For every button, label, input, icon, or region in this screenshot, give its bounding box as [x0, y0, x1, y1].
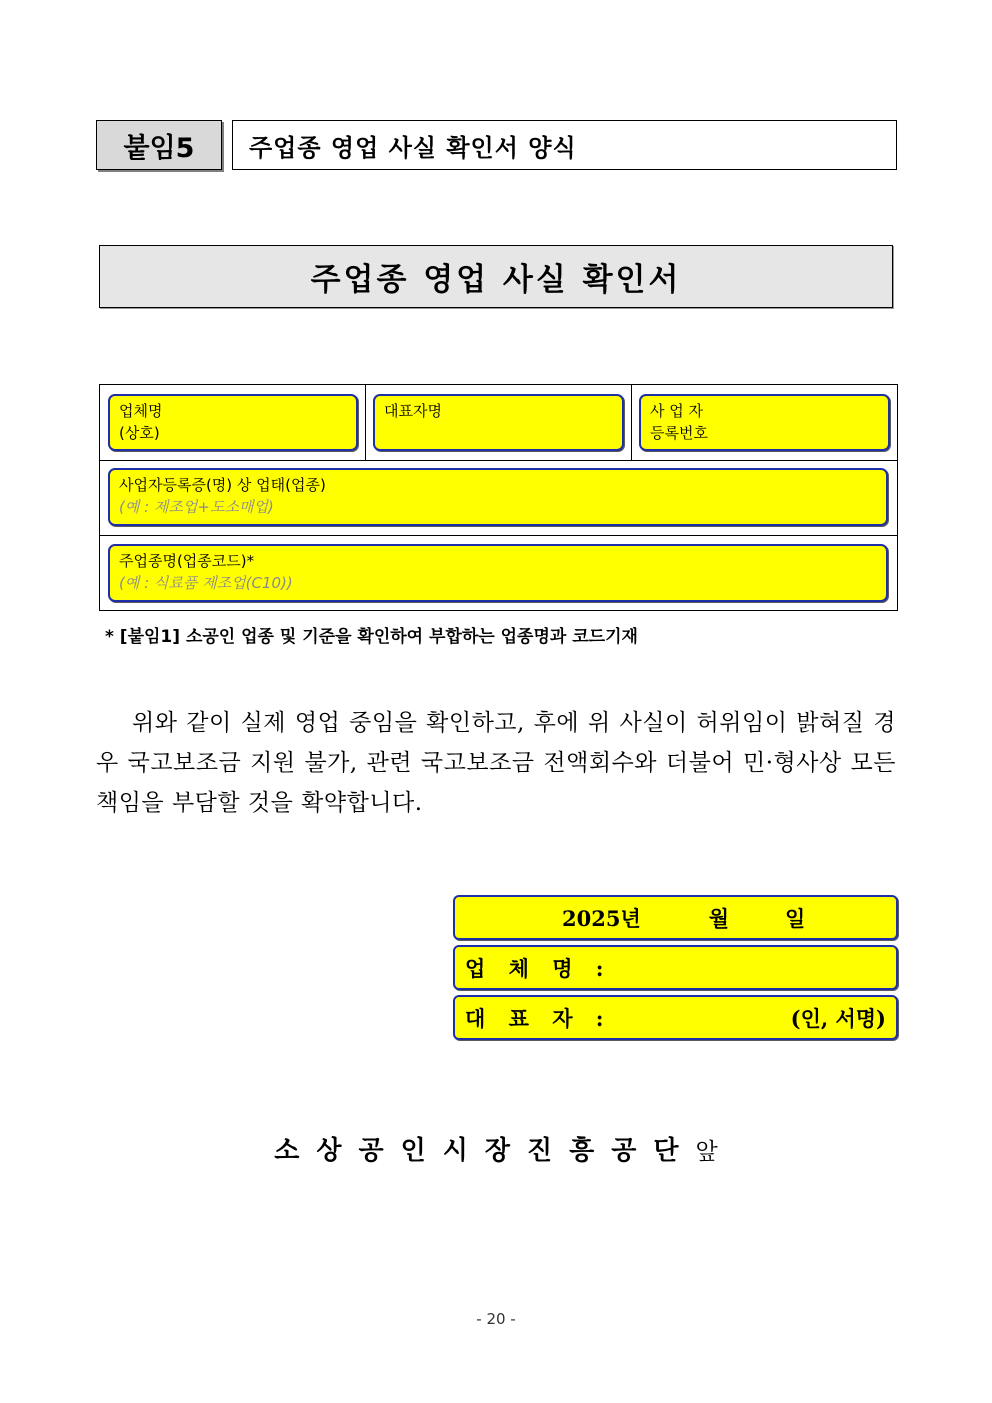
main-industry-field[interactable] — [108, 544, 888, 602]
signature-company-field[interactable] — [453, 945, 898, 990]
table-divider — [100, 535, 897, 536]
date-year: 2025년 — [562, 905, 641, 931]
company-name-label: 업체명 — [119, 402, 163, 420]
representative-label: 대표자명 — [384, 402, 442, 420]
date-day: 일 — [785, 905, 806, 931]
main-industry-label: 주업종명(업종코드)* — [119, 552, 255, 570]
company-name-sublabel: (상호) — [119, 424, 160, 442]
business-reg-field[interactable] — [639, 394, 890, 451]
date-month: 월 — [708, 905, 730, 931]
page-number: - 20 - — [476, 1310, 516, 1328]
page-title: 주업종 영업 사실 확인서 — [99, 245, 893, 308]
business-reg-sublabel: 등록번호 — [650, 424, 708, 442]
representative-field[interactable] — [373, 394, 624, 451]
addressee-suffix: 앞 — [695, 1139, 718, 1165]
seal-label: (인, 서명) — [790, 1005, 886, 1031]
business-type-hint: (예 : 제조업+도소매업) — [119, 498, 274, 516]
attachment-title: 주업종 영업 사실 확인서 양식 — [232, 120, 897, 170]
business-type-field[interactable] — [108, 468, 888, 526]
signature-representative-label: 대 표 자 : — [465, 1005, 612, 1031]
addressee — [0, 1130, 992, 1167]
addressee-org: 소상공인시장진흥공단 — [274, 1136, 696, 1166]
table-divider — [100, 460, 897, 461]
date-field[interactable] — [453, 895, 898, 940]
pledge-paragraph: 위와 같이 실제 영업 중임을 확인하고, 후에 위 사실이 허위임이 밝혀질 경우 국고보조금 지원 불가, 관련 국고보조금 전액회수와 더불어 민·형사상 모든 책임을 부담할 것을 확약합니다. — [96, 710, 896, 816]
business-reg-label: 사 업 자 — [650, 402, 704, 420]
signature-representative-field[interactable] — [453, 995, 898, 1040]
attachment-badge: 붙임5 — [96, 120, 222, 170]
table-divider — [631, 385, 632, 461]
business-type-label: 사업자등록증(명) 상 업태(업종) — [119, 476, 326, 494]
main-industry-hint: (예 : 식료품 제조업(C10)) — [119, 574, 293, 592]
company-name-field[interactable] — [108, 394, 358, 451]
info-form-table — [99, 384, 898, 611]
signature-company-label: 업 체 명 : — [465, 955, 612, 981]
footnote: * [붙임1] 소공인 업종 및 기준을 확인하여 부합하는 업종명과 코드기재 — [105, 627, 638, 647]
table-divider — [365, 385, 366, 461]
